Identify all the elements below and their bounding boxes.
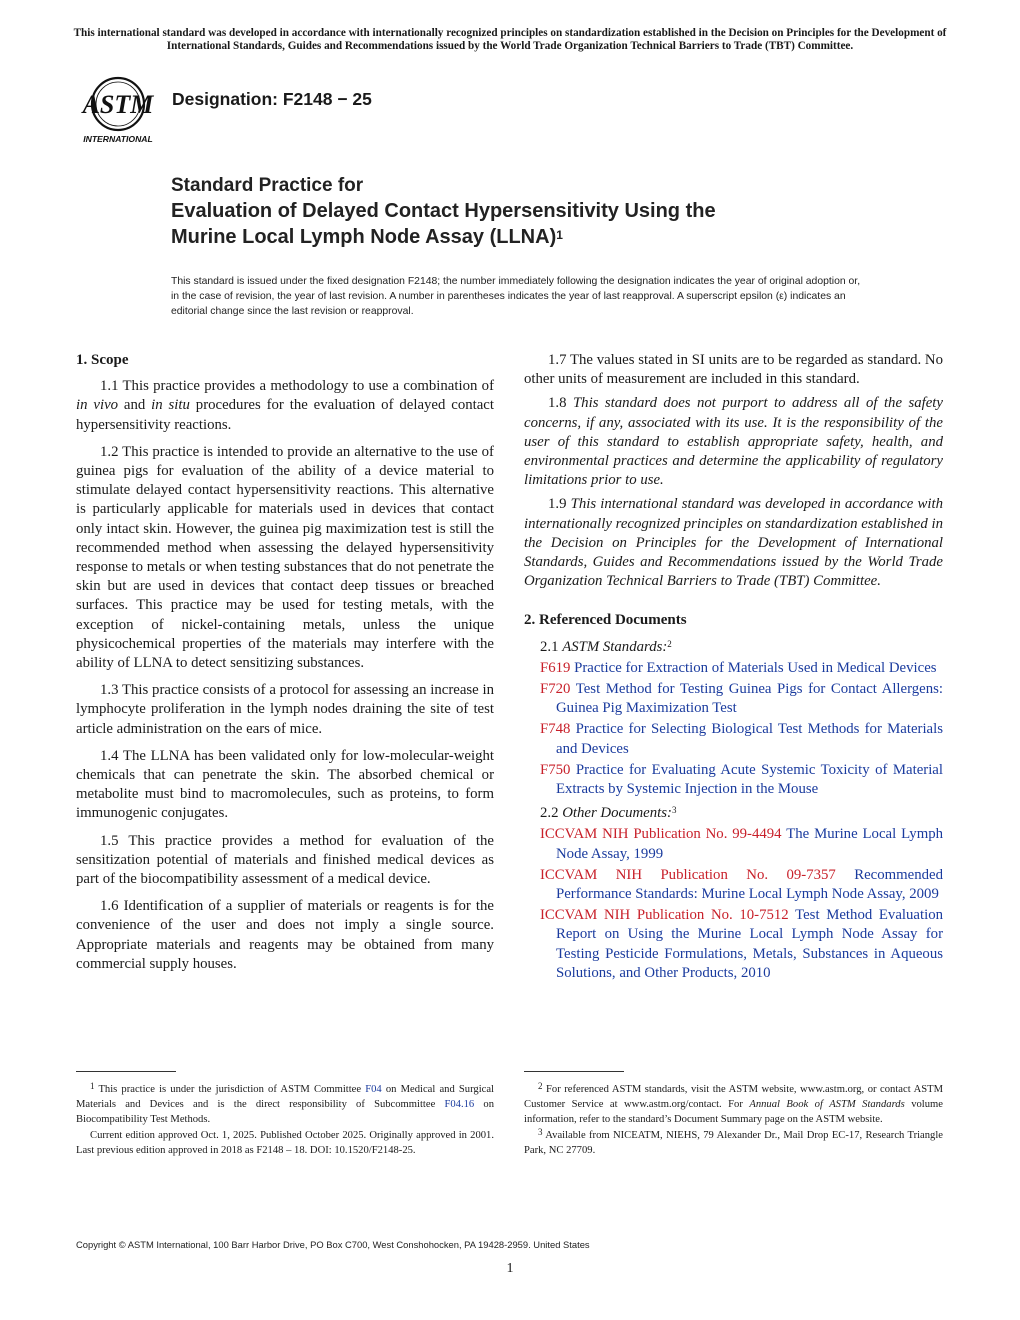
- paragraph-1-7: 1.7 The values stated in SI units are to be regarded as standard. No other units of measurement are included in this standard.: [524, 352, 943, 388]
- footnote-1: $^1$ This practice is under the jurisdiction of ASTM Committee F04 on Medical and Surgical Materials and Devices and is the direct responsibility of Subcommittee F04.16 on Biocompatibility Test Methods. Current edition approved Oct. 1, 2025. Published October 2025. Originally approved in 2001. Last previous edition approved in 2018 as F2148 – 18. DOI: 10.1520/F2148-25.: [76, 1082, 494, 1158]
- astm-reference-item: [540, 659, 943, 678]
- paragraph-1-5: 1.5 This practice provides a method for evaluation of the sensitization potential of materials and finished medical devices as part of the biocompatibility assessment of a medical device.: [76, 832, 494, 888]
- title-line-2: Evaluation of Delayed Contact Hypersensitivity Using the: [171, 200, 716, 222]
- paragraph-1-3: 1.3 This practice consists of a protocol for assessing an increase in lymphocyte proliferation in the lymph nodes draining the site of test article administration on the ears of mice.: [76, 682, 494, 737]
- paragraph-1-1: 1.1 This practice provides a methodology to use a combination of in vivo and in situ procedures for the evaluation of delayed contact hypersensitivity reactions.: [76, 378, 494, 433]
- copyright-line: Copyright © ASTM International, 100 Barr Harbor Drive, PO Box C700, West Conshohocken, PA 19428-2959. United States: [76, 1239, 590, 1250]
- astm-reference-title[interactable]: Practice for Extraction of Materials Used in Medical Devices: [574, 659, 937, 676]
- document-title: [171, 174, 931, 250]
- other-documents-label: 2.2 Other Documents:$^3$: [540, 805, 677, 822]
- astm-reference-item: [540, 761, 943, 799]
- referenced-documents-heading: 2. Referenced Documents: [524, 612, 687, 629]
- issued-note: This standard is issued under the fixed designation F2148; the number immediately following the designation indicates the year of original adoption or, in the case of revision, the year of last revision. A number in parentheses indicates the year of last reapproval. A superscript epsilon (ε) indicates an editorial change since the last revision or reapproval.: [171, 276, 861, 318]
- top-notice: This international standard was developed in accordance with internationally recognized principles on standardization established in the Decision on Principles for the Development of International Standards, Guides and Recommendations issued by the World Trade Organization Technical Barriers to Trade (TBT) Committee.: [73, 27, 947, 52]
- paragraph-1-6: 1.6 Identification of a supplier of materials or reagents is for the convenience of the user and does not imply a single source. Appropriate materials and reagents may be obtained from many commercial supply houses.: [76, 898, 494, 972]
- other-footnote-mark[interactable]: 3: [671, 805, 677, 816]
- other-reference-item: [540, 866, 943, 904]
- other-reference-title[interactable]: Test Method Evaluation Report on Using the Murine Local Lymph Node Assay for Testing Pesticide Formulations, Metals, Substances in Aqueous Solutions, and Other Products, 2010: [556, 907, 943, 981]
- footnote-divider-left: [76, 1071, 176, 1072]
- astm-reference-item: [540, 680, 943, 718]
- footnote-divider-right: [524, 1071, 624, 1072]
- astm-reference-code[interactable]: F720: [540, 681, 571, 698]
- designation: Designation: F2148 − 25: [172, 89, 372, 109]
- subcommittee-link[interactable]: F04.16: [444, 1099, 475, 1111]
- astm-reference-title[interactable]: Test Method for Testing Guinea Pigs for Contact Allergens: Guinea Pig Maximization Test: [556, 681, 943, 717]
- other-reference-item: [540, 825, 943, 863]
- title-line-3: [171, 224, 931, 250]
- other-reference-title[interactable]: Recommended Performance Standards: Murine Local Lymph Node Assay, 2009: [556, 866, 944, 903]
- right-column: [524, 351, 943, 985]
- title-footnote-mark[interactable]: 1: [556, 228, 563, 242]
- footnote-2: $^2$ For referenced ASTM standards, visit the ASTM website, www.astm.org, or contact ASTM Customer Service at www.astm.org/contact. For Annual Book of ASTM Standards volume information, refer to the standard’s Document Summary page on the ASTM website.: [524, 1081, 943, 1126]
- astm-reference-list: [524, 659, 943, 799]
- astm-footnote-mark[interactable]: 2: [667, 638, 672, 649]
- title-line-1: Standard Practice for: [171, 175, 364, 196]
- footnotes-2-3: [524, 1082, 943, 1158]
- other-reference-list: [524, 825, 943, 983]
- edition-note: Current edition approved Oct. 1, 2025. Published October 2025. Originally approved in 2001. Last previous edition approved in 2018 as F2148 – 18. DOI: 10.1520/F2148-25.: [76, 1129, 494, 1156]
- other-reference-code[interactable]: ICCVAM NIH Publication No. 99-4494: [540, 826, 782, 843]
- logo-caption: INTERNATIONAL: [83, 134, 153, 144]
- astm-standards-label: 2.1 ASTM Standards:$^2$: [540, 638, 672, 655]
- paragraph-1-8: 1.8 This standard does not purport to address all of the safety concerns, if any, associated with its use. It is the responsibility of the user of this standard to establish appropriate safety, health, and environmental practices and determine the applicability of regulatory limitations prior to use.: [524, 395, 943, 489]
- astm-reference-item: [540, 720, 943, 758]
- astm-reference-title[interactable]: Practice for Selecting Biological Test Methods for Materials and Devices: [556, 721, 943, 757]
- page-number: 1: [506, 1261, 514, 1276]
- paragraph-1-2: 1.2 This practice is intended to provide an alternative to the use of guinea pigs for evaluation of the ability of a device material to stimulate delayed contact hypersensitivity reactions. This alternative is particularly applicable for materials used in devices that contact only intact skin. However, the guinea pig maximization test is still the recommended method when assessing the delayed hypersensitivity response to metals or when testing substances that do not penetrate the skin but are used in devices that contact deep tissues or breached surfaces. This practice may be used for testing metals, with the exception of nickel-containing metals, unless the unique physicochemical properties of the materials may interfere with the ability of LLNA to detect sensitizing substances.: [76, 443, 494, 672]
- other-reference-code[interactable]: ICCVAM NIH Publication No. 10-7512: [540, 907, 789, 924]
- paragraph-1-9: 1.9 This international standard was developed in accordance with internationally recognized principles on standardization established in the Decision on Principles for the Development of International Standards, Guides and Recommendations issued by the World Trade Organization Technical Barriers to Trade (TBT) Committee.: [524, 496, 943, 590]
- astm-logo: [76, 76, 160, 146]
- scope-heading: 1. Scope: [76, 352, 129, 368]
- paragraph-1-4: 1.4 The LLNA has been validated only for low-molecular-weight chemicals that can penetrate the skin. The absorbed chemical or metabolite must bind to macromolecules, such as proteins, to form immunogenic conjugates.: [76, 747, 494, 822]
- astm-reference-title[interactable]: Practice for Evaluating Acute Systemic Toxicity of Material Extracts by Systemic Injection in the Mouse: [556, 761, 943, 798]
- title-line-3-text: Murine Local Lymph Node Assay (LLNA): [171, 226, 557, 248]
- astm-reference-code[interactable]: F748: [540, 721, 571, 738]
- footnote-3: $^3$ Available from NICEATM, NIEHS, 79 Alexander Dr., Mail Drop EC-17, Research Triangle Park, NC 27709.: [524, 1126, 943, 1156]
- committee-link[interactable]: F04: [365, 1084, 382, 1095]
- logo-mark: ASTM: [82, 90, 154, 119]
- other-reference-title[interactable]: The Murine Local Lymph Node Assay, 1999: [556, 826, 943, 862]
- left-column: [76, 351, 494, 974]
- astm-reference-code[interactable]: F750: [540, 761, 571, 778]
- astm-reference-code[interactable]: F619: [540, 659, 571, 676]
- other-reference-item: [540, 906, 943, 983]
- other-reference-code[interactable]: ICCVAM NIH Publication No. 09-7357: [540, 866, 836, 883]
